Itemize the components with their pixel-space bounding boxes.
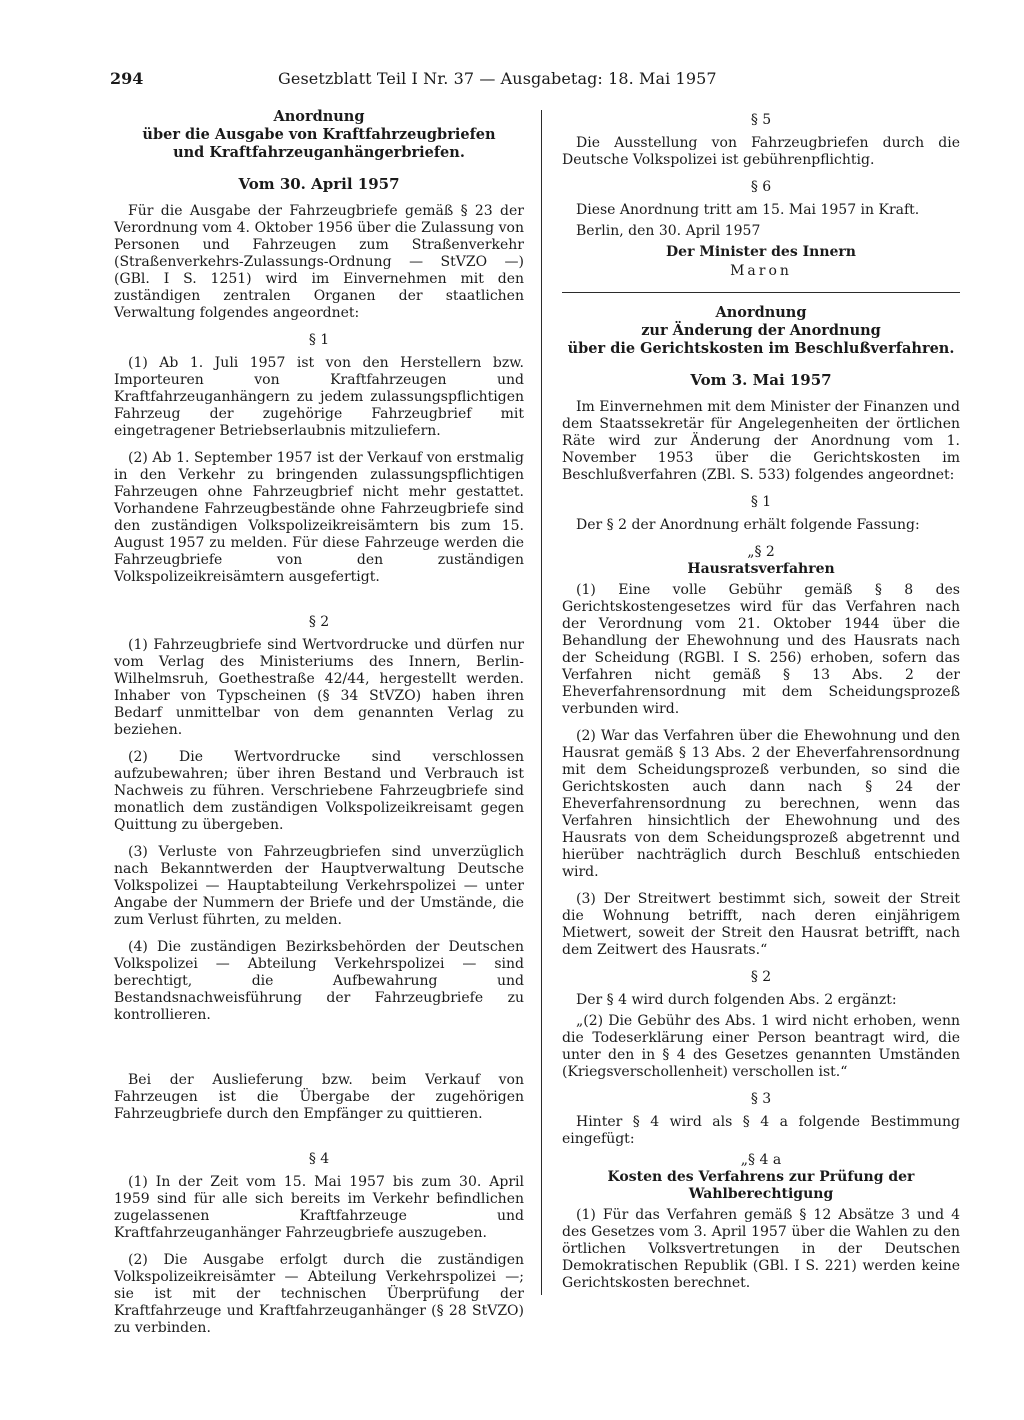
ordinance-2-title bbox=[562, 304, 960, 358]
right-column bbox=[562, 108, 960, 1302]
ordinance-1-preamble: Für die Ausgabe der Fahrzeugbriefe gemäß § 23 der Verordnung vom 4. Oktober 1956 über die Zulassung von Personen und Fahrzeugen zum Straßenverkehr (Straßenverkehrs-Zulassungs-Ordnung — StVZO —) (GBl. I S. 1251) wird im Einvernehmen mit den zuständigen zentralen Organen der staatlichen Verwaltung folgendes angeordnet: bbox=[114, 203, 524, 321]
section-5-heading: § 5 bbox=[750, 112, 772, 128]
section-2-paragraph-4: (4) Die zuständigen Bezirksbehörden der Deutschen Volkspolizei — Abteilung Verkehrspolizei — sind berechtigt, die Aufbewahrung und Bestandsnachweisführung der Fahrzeugbriefe zu kontrollieren. bbox=[114, 939, 524, 1023]
ordinance-1-title-line-3: und Kraftfahrzeuganhängerbriefen. bbox=[173, 144, 465, 161]
quoted-section-2-paragraph-3: (3) Der Streitwert bestimmt sich, soweit der Streit die Wohnung betrifft, nach deren einjährigem Mietwert, soweit der Streit den Hausrat betrifft, nach dem Zeitwert des Hausrats.“ bbox=[562, 891, 960, 958]
column-divider bbox=[541, 110, 542, 1295]
section-4-paragraph-2: (2) Die Ausgabe erfolgt durch die zuständigen Volkspolizeikreisämter — Abteilung Verkehrspolizei —; sie ist mit der technischen Überprüfung der Kraftfahrzeuge und Kraftfahrzeuganhänger (§ 28 StVZO) zu verbinden. bbox=[114, 1252, 524, 1336]
amend-section-1-heading: § 1 bbox=[750, 494, 772, 510]
section-6-heading: § 6 bbox=[750, 179, 772, 195]
section-2-paragraph-1: (1) Fahrzeugbriefe sind Wertvordrucke und dürfen nur vom Verlag des Ministeriums des Innern, Berlin-Wilhelmsruh, Goethestraße 42/44, hergestellt werden. Inhaber von Typscheinen (§ 34 StVZO) haben ihren Bedarf unmittelbar von dem genannten Verlag zu beziehen. bbox=[114, 637, 524, 738]
left-column bbox=[114, 108, 524, 1347]
amend-section-2-text: Der § 4 wird durch folgenden Abs. 2 ergänzt: bbox=[576, 992, 897, 1008]
amend-section-2-heading: § 2 bbox=[750, 969, 772, 985]
quoted-section-2-paragraph-1: (1) Eine volle Gebühr gemäß § 8 des Gerichtskostengesetzes wird für das Verfahren nach der Verordnung vom 21. Oktober 1944 über die Behandlung der Ehewohnung und des Hausrats nach der Scheidung (RGBl. I S. 256) erhoben, sofern das Verfahren nicht gemäß § 13 Abs. 2 der Eheverfahrensordnung mit dem Scheidungsprozeß verbunden wird. bbox=[562, 582, 960, 717]
section-6-text: Diese Anordnung tritt am 15. Mai 1957 in Kraft. bbox=[576, 202, 920, 218]
ordinance-separator-rule bbox=[562, 292, 960, 293]
signer-name: Maron bbox=[730, 263, 792, 279]
signer-role: Der Minister des Innern bbox=[666, 244, 856, 260]
ordinance-2-title-line-1: Anordnung bbox=[715, 304, 807, 321]
page-number: 294 bbox=[110, 69, 144, 88]
section-1-paragraph-1: (1) Ab 1. Juli 1957 ist von den Herstellern bzw. Importeuren von Kraftfahrzeugen und Kraftfahrzeuganhängern zu jedem zulassungspflichtigen Fahrzeug der zugehörige Fahrzeugbrief mit eingetragener Betriebserlaubnis mitzuliefern. bbox=[114, 355, 524, 439]
ordinance-1-title-line-1: Anordnung bbox=[273, 108, 365, 125]
ordinance-2-date: Vom 3. Mai 1957 bbox=[690, 371, 832, 389]
section-4-paragraph-1: (1) In der Zeit vom 15. Mai 1957 bis zum 30. April 1959 sind für alle sich bereits im Verkehr befindlichen zugelassenen Kraftfahrzeuge und Kraftfahrzeuganhänger Fahrzeugbriefe auszugeben. bbox=[114, 1174, 524, 1241]
section-2-paragraph-3: (3) Verluste von Fahrzeugbriefen sind unverzüglich nach Bekanntwerden der Hauptverwaltung Deutsche Volkspolizei — Hauptabteilung Verkehrspolizei — unter Angabe der Nummern der Briefe und der Umstände, die zum Verlust führten, zu melden. bbox=[114, 844, 524, 928]
section-5-text: Die Ausstellung von Fahrzeugbriefen durch die Deutsche Volkspolizei ist gebührenpflichtig. bbox=[562, 135, 960, 168]
quoted-section-4a-paragraph-1: (1) Für das Verfahren gemäß § 12 Absätze 3 und 4 des Gesetzes vom 3. April 1957 über die Wahlen zu den örtlichen Volksvertretungen in der Deutschen Demokratischen Republik (GBl. I S. 221) werden keine Gerichtskosten berechnet. bbox=[562, 1207, 960, 1291]
section-4-heading: § 4 bbox=[308, 1151, 330, 1167]
section-3-text: Bei der Auslieferung bzw. beim Verkauf von Fahrzeugen ist die Übergabe der zugehörigen Fahrzeugbriefe durch den Empfänger zu quittieren. bbox=[114, 1072, 524, 1122]
ordinance-1-title bbox=[114, 108, 524, 162]
quoted-section-4a-heading: „§ 4 a bbox=[740, 1152, 782, 1168]
ordinance-2-title-line-2: zur Änderung der Anordnung bbox=[641, 322, 881, 339]
amend-section-1-text: Der § 2 der Anordnung erhält folgende Fassung: bbox=[576, 517, 920, 533]
quoted-section-4a-title: Kosten des Verfahrens zur Prüfung der Wahlberechtigung bbox=[607, 1169, 915, 1202]
ordinance-1-date: Vom 30. April 1957 bbox=[238, 175, 400, 193]
ordinance-1-title-line-2: über die Ausgabe von Kraftfahrzeugbriefen bbox=[142, 126, 496, 143]
section-1-paragraph-2: (2) Ab 1. September 1957 ist der Verkauf von erstmalig in den Verkehr zu bringenden zulassungspflichtigen Fahrzeugen ohne Fahrzeugbrief nicht mehr gestattet. Vorhandene Fahrzeugbestände ohne Fahrzeugbriefe sind den zuständigen Volkspolizeikreisämtern bis zum 15. August 1957 zu melden. Für diese Fahrzeuge werden die Fahrzeugbriefe von den zuständigen Volkspolizeikreisämtern ausgefertigt. bbox=[114, 450, 524, 585]
section-1-heading: § 1 bbox=[308, 332, 330, 348]
place-date: Berlin, den 30. April 1957 bbox=[576, 223, 761, 239]
ordinance-2-preamble: Im Einvernehmen mit dem Minister der Finanzen und dem Staatssekretär für Angelegenheiten der örtlichen Räte wird zur Änderung der Anordnung vom 1. November 1953 über die Gerichtskosten im Beschlußverfahren (ZBl. S. 533) folgendes angeordnet: bbox=[562, 399, 960, 483]
section-2-paragraph-2: (2) Die Wertvordrucke sind verschlossen aufzubewahren; über ihren Bestand und Verbrauch ist Nachweis zu führen. Verschriebene Fahrzeugbriefe sind monatlich dem zuständigen Volkspolizeikreisamt gegen Quittung zu übergeben. bbox=[114, 749, 524, 833]
ordinance-2-title-line-3: über die Gerichtskosten im Beschlußverfahren. bbox=[567, 340, 955, 357]
amend-section-3-heading: § 3 bbox=[750, 1091, 772, 1107]
amend-section-2-quote: „(2) Die Gebühr des Abs. 1 wird nicht erhoben, wenn die Todeserklärung einer Person beantragt wird, die unter den in § 4 des Gesetzes genannten Umständen (Kriegsverschollenheit) verschollen ist.“ bbox=[562, 1013, 960, 1080]
page-header bbox=[110, 66, 910, 92]
quoted-section-2-title: Hausratsverfahren bbox=[687, 561, 835, 577]
amend-section-3-text: Hinter § 4 wird als § 4 a folgende Bestimmung eingefügt: bbox=[562, 1114, 960, 1147]
section-2-heading: § 2 bbox=[308, 614, 330, 630]
quoted-section-2-heading: „§ 2 bbox=[747, 544, 775, 560]
running-head: Gesetzblatt Teil I Nr. 37 — Ausgabetag: 18. Mai 1957 bbox=[278, 69, 717, 88]
quoted-section-2-paragraph-2: (2) War das Verfahren über die Ehewohnung und den Hausrat gemäß § 13 Abs. 2 der Eheverfahrensordnung mit dem Scheidungsprozeß verbunden, so sind die Gerichtskosten auch dann nach § 24 der Eheverfahrensordnung zu berechnen, wenn das Verfahren hinsichtlich der Ehewohnung und des Hausrats von dem Scheidungsprozeß abgetrennt und hierüber nachträglich durch Beschluß entschieden wird. bbox=[562, 728, 960, 880]
